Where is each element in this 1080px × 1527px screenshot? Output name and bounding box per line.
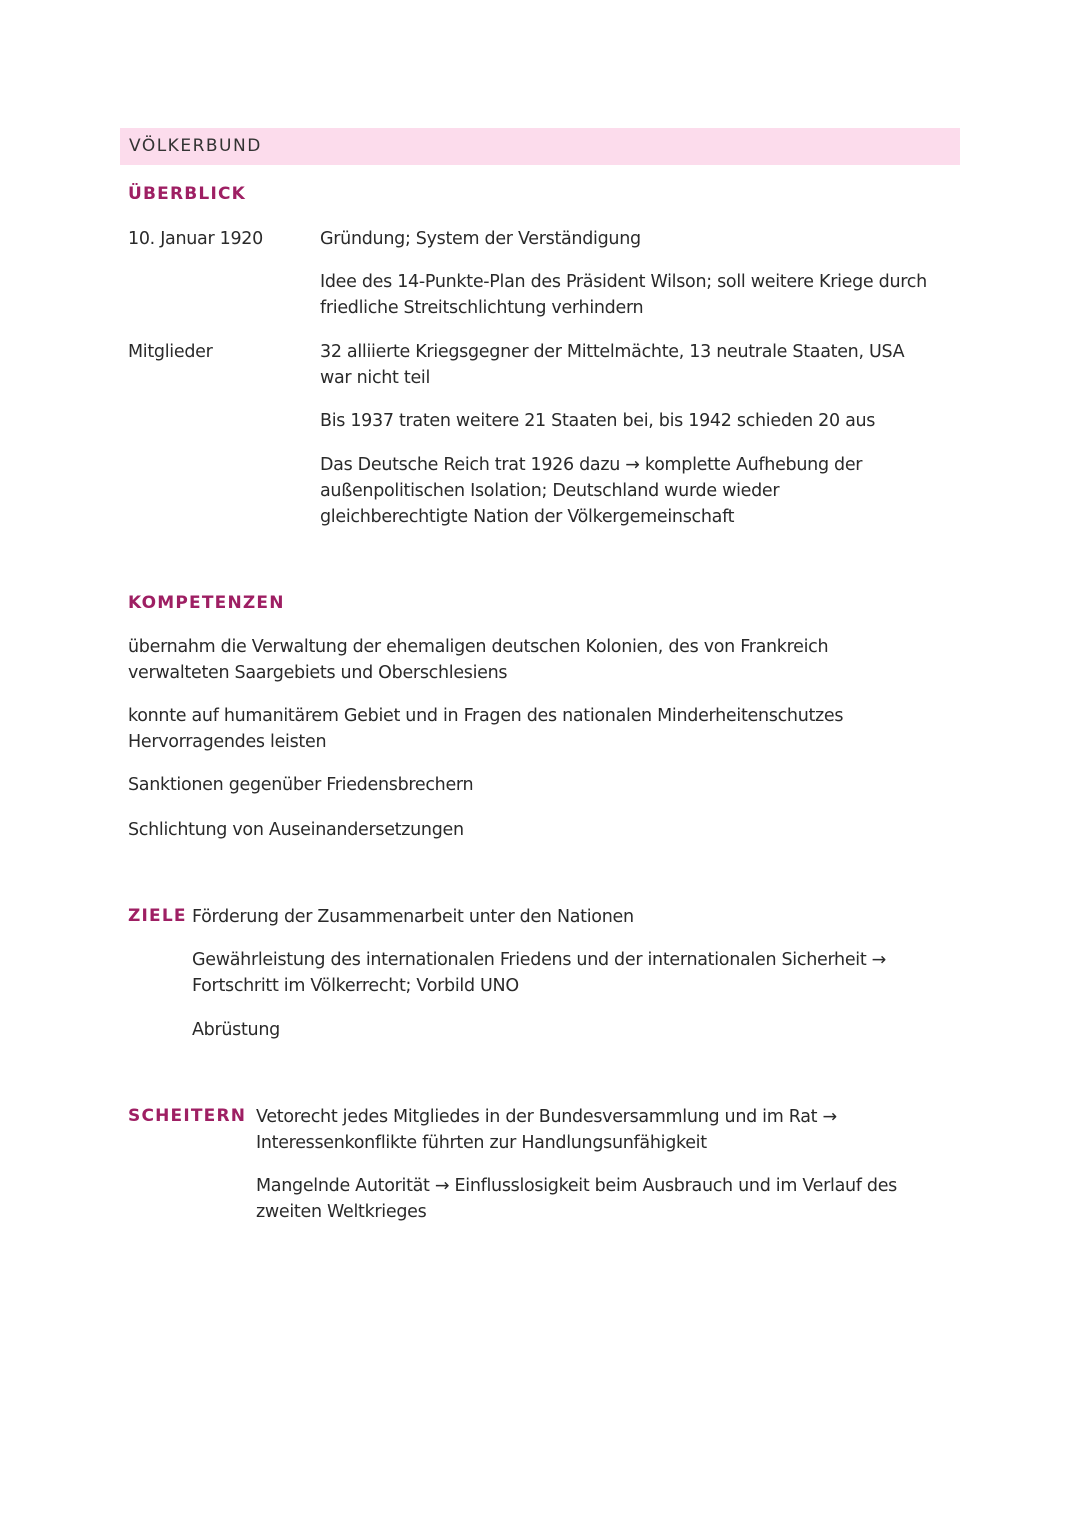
scheitern-item: Vetorecht jedes Mitgliedes in der Bundesversammlung und im Rat → Interessenkonflikte führten zur Handlungsunfähigkeit	[256, 1107, 837, 1153]
ziel-item: Gewährleistung des internationalen Friedens und der internationalen Sicherheit → Fortschritt im Völkerrecht; Vorbild UNO	[192, 950, 887, 996]
kompetenz-item: Schlichtung von Auseinandersetzungen	[128, 820, 464, 840]
overview-item: Gründung; System der Verständigung	[320, 229, 641, 249]
heading-scheitern: SCHEITERN	[128, 1106, 247, 1126]
kompetenz-item: übernahm die Verwaltung der ehemaligen deutschen Kolonien, des von Frankreich verwalteten Saargebiets und Oberschlesiens	[128, 637, 829, 683]
heading-kompetenzen: KOMPETENZEN	[128, 593, 285, 613]
members-item: Das Deutsche Reich trat 1926 dazu → komplette Aufhebung der außenpolitischen Isolation; Deutschland wurde wieder gleichberechtigte Nation der Völkergemeinschaft	[320, 455, 863, 527]
kompetenz-item: Sanktionen gegenüber Friedensbrechern	[128, 775, 474, 795]
document-title: VÖLKERBUND	[129, 136, 262, 156]
kompetenz-item: konnte auf humanitärem Gebiet und in Fragen des nationalen Minderheitenschutzes Hervorragendes leisten	[128, 706, 844, 752]
members-item: Bis 1937 traten weitere 21 Staaten bei, bis 1942 schieden 20 aus	[320, 411, 876, 431]
members-label: Mitglieder	[128, 342, 213, 362]
scheitern-item: Mangelnde Autorität → Einflusslosigkeit beim Ausbrauch und im Verlauf des zweiten Weltkrieges	[256, 1176, 897, 1222]
ziel-item: Förderung der Zusammenarbeit unter den Nationen	[192, 907, 634, 927]
date-label: 10. Januar 1920	[128, 229, 263, 249]
title-bar	[120, 128, 960, 165]
overview-item: Idee des 14-Punkte-Plan des Präsident Wilson; soll weitere Kriege durch friedliche Streitschlichtung verhindern	[320, 272, 927, 318]
heading-ueberblick: ÜBERBLICK	[128, 184, 247, 204]
heading-ziele: ZIELE	[128, 906, 187, 926]
members-item: 32 alliierte Kriegsgegner der Mittelmächte, 13 neutrale Staaten, USA war nicht teil	[320, 342, 905, 388]
ziel-item: Abrüstung	[192, 1020, 280, 1040]
